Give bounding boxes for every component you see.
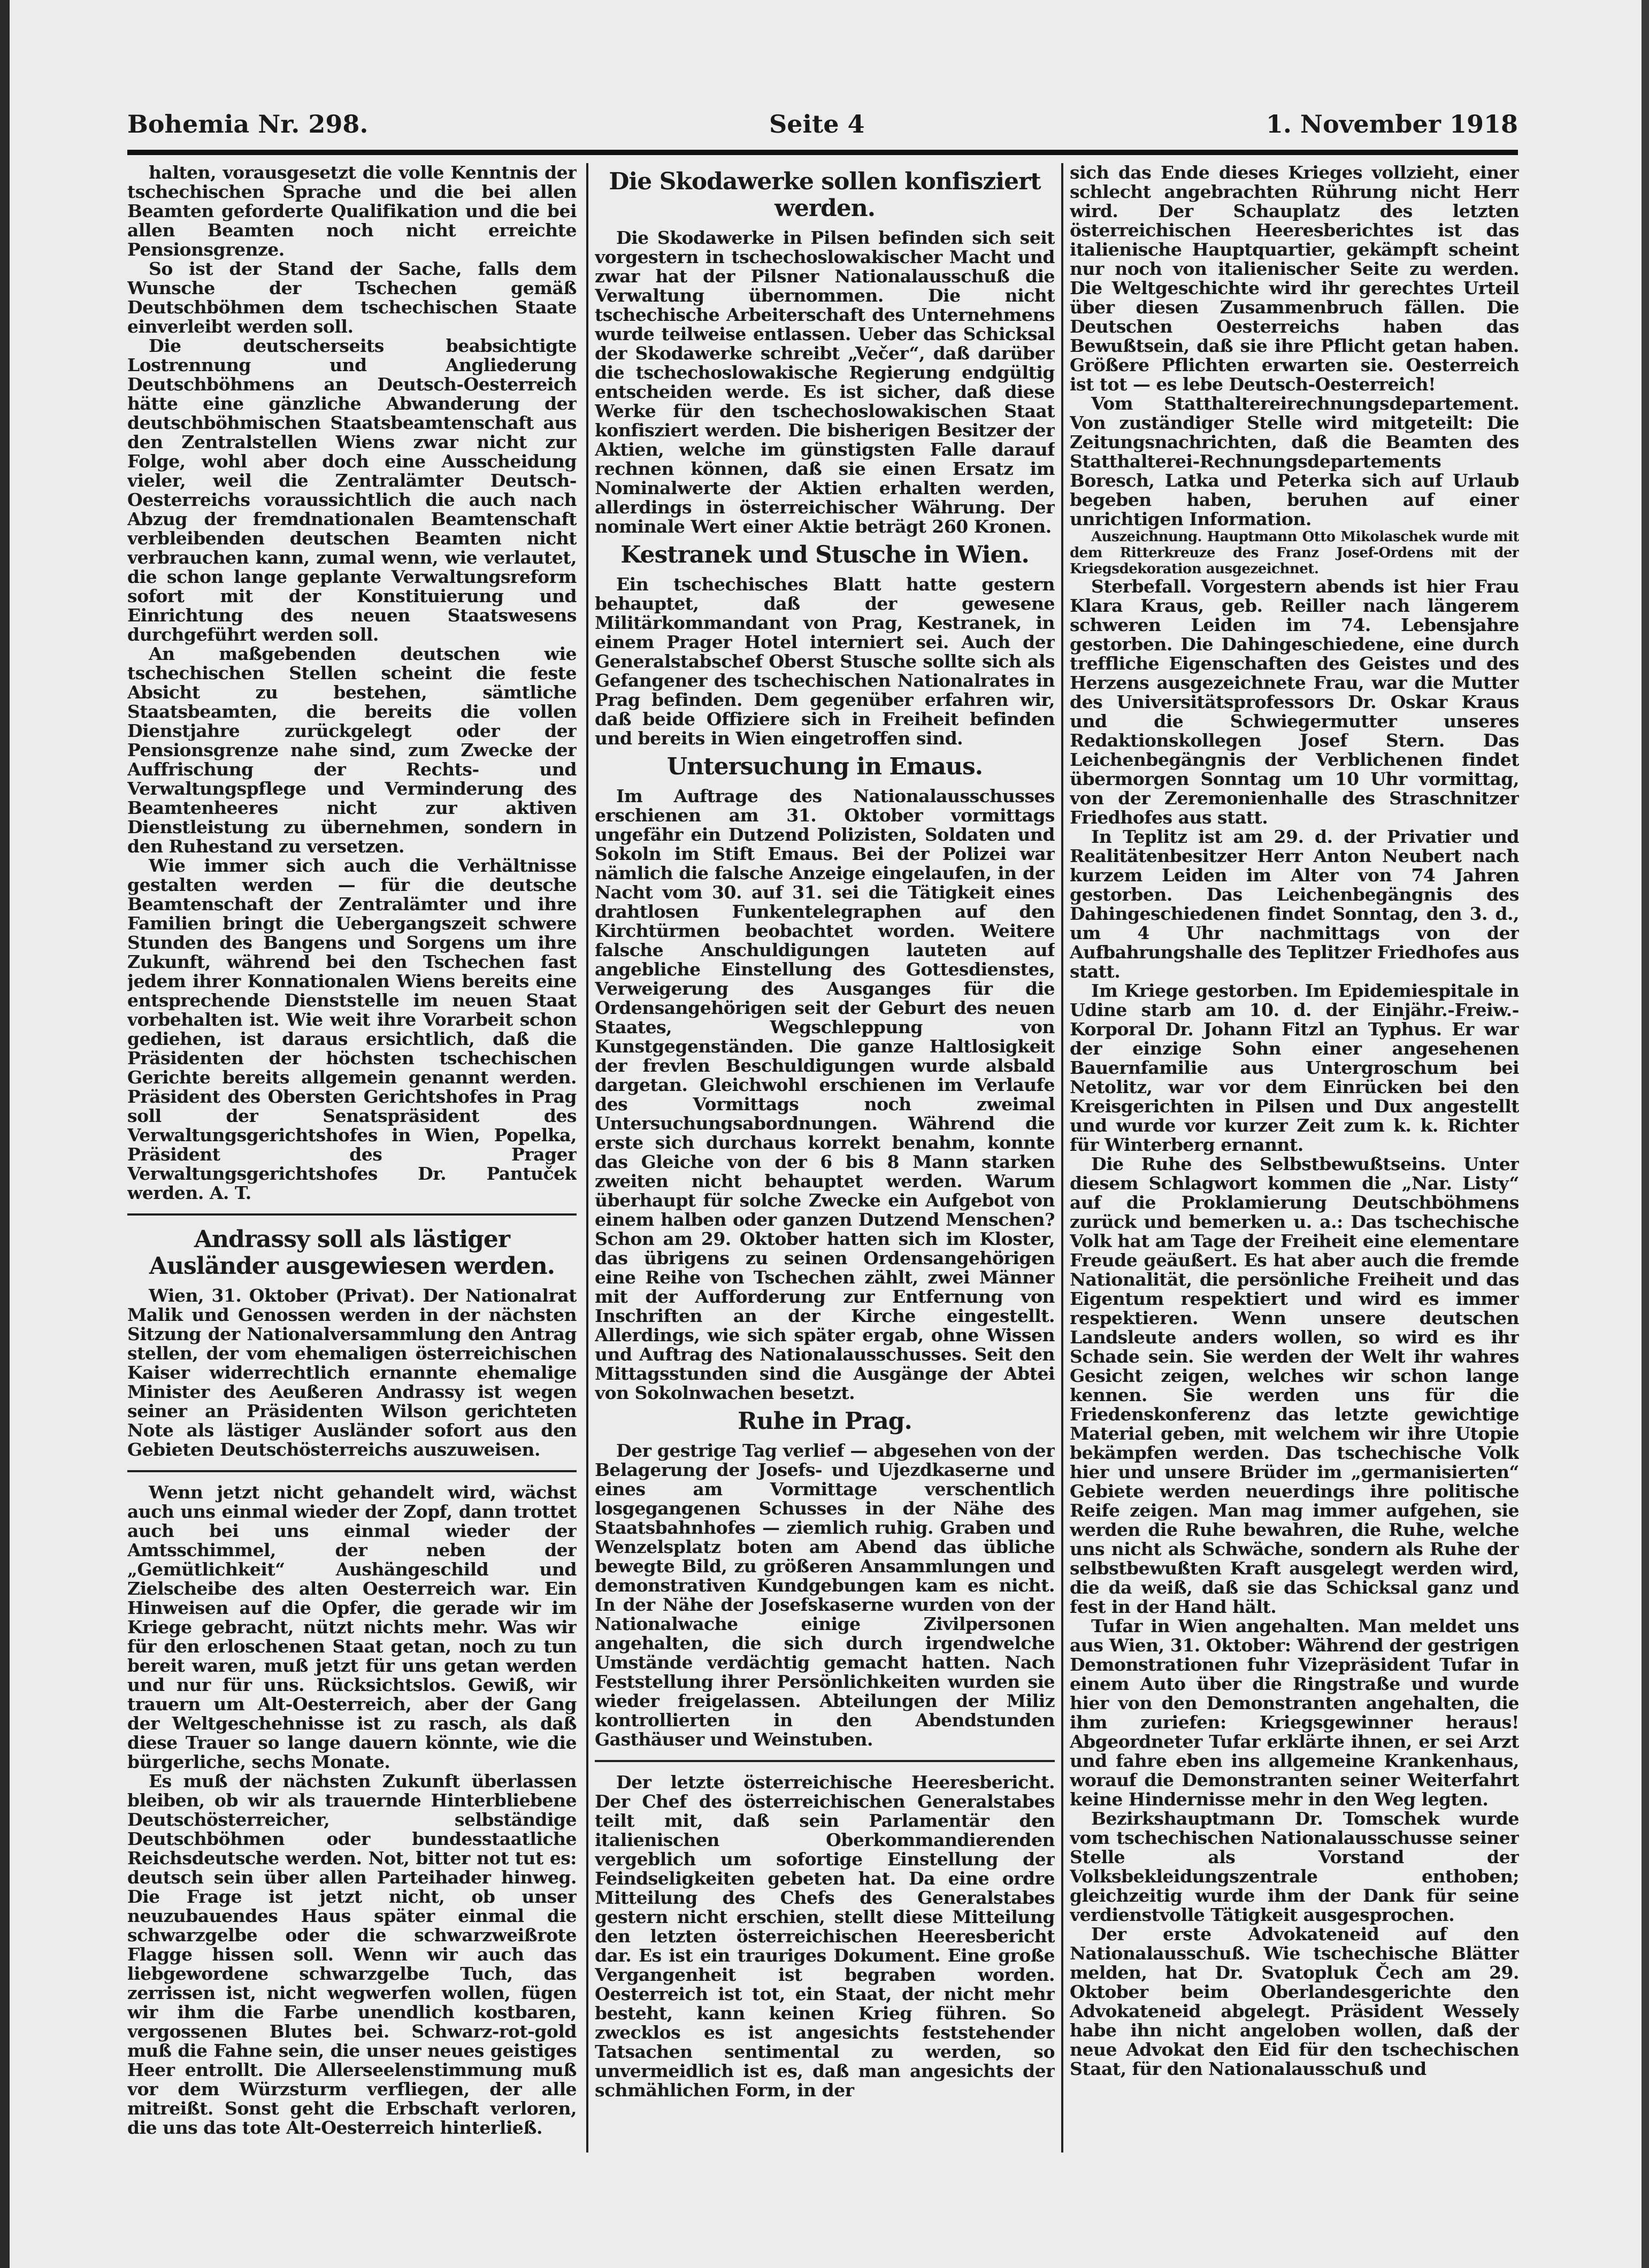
article-paragraph bbox=[127, 163, 577, 259]
paragraph-lead-in: Im Kriege gestorben. bbox=[1091, 980, 1299, 1001]
article-headline: Untersuchung in Emaus. bbox=[666, 753, 983, 780]
page-edge-right bbox=[1642, 0, 1649, 2268]
paragraph-lead-in: Der letzte österreichische Heeresbericht. bbox=[616, 1772, 1055, 1793]
paragraph-text: Vorgestern abends ist hier Frau Klara Kraus, geb. Reiller nach längerem schweren Leiden im 74. Lebensjahre gestorben. Die Dahingeschiedene, eine durch treffliche Eigenschaften des Geistes und des Herzens ausgezeichnete Frau, war die Mutter des Universitätsprofessors Dr. Oskar Kraus und die Schwiegermutter unseres Redaktionskollegen Josef Stern. Das Leichenbegängnis der Verblichenen findet übermorgen Sonntag um 10 Uhr vormittag, von der Zeremonienhalle des Straschnitzer Friedhofes aus statt. bbox=[1070, 576, 1519, 828]
article-paragraph bbox=[127, 336, 577, 644]
paragraph-text: Wie immer sich auch die Verhältnisse gestalten werden — für die deutsche Beamtenschaft der Zentralämter und ihre Familien bringt die Uebergangszeit schwere Stunden des Bangens und Sorgens um ihre Zukunft, während bei den Tschechen fast jedem ihrer Konnationalen Wiens bereits eine entsprechende Dienststelle im neuen Staat vorbehalten ist. Wie weit ihre Vorarbeit schon gediehen, ist daraus ersichtlich, daß die Präsidenten der höchsten tschechischen Gerichte bereits allgemein genannt werden. Präsident des Obersten Gerichtshofes in Prag soll der Senatspräsident des Verwaltungsgerichtshofes in Wien, Popelka, Präsident des Prager Verwaltungsgerichtshofes Dr. Pantuček werden. A. T. bbox=[127, 855, 577, 1203]
paragraph-lead-in: Vom Statthaltereirechnungsdepartement. bbox=[1091, 393, 1519, 414]
article-paragraph bbox=[1070, 163, 1519, 394]
article-paragraph bbox=[127, 1772, 577, 2138]
paragraph-lead-in: Der erste Advokateneid auf den Nationalausschuß. bbox=[1070, 1924, 1519, 1964]
article-paragraph bbox=[127, 259, 577, 336]
article-paragraph bbox=[127, 856, 577, 1203]
paragraph-lead-in: Die Ruhe des Selbstbewußtseins. bbox=[1091, 1154, 1446, 1174]
paragraph-lead-in: Wien, 31. Oktober (Privat). bbox=[149, 1285, 415, 1306]
column-3 bbox=[1070, 163, 1519, 2158]
article-paragraph bbox=[1070, 981, 1519, 1155]
paragraph-text: Hauptmann Otto Mikolaschek wurde mit dem Ritterkreuze des Franz Josef-Ordens mit der Kriegsdekoration ausgezeichnet. bbox=[1070, 529, 1519, 577]
newspaper-issue: Bohemia Nr. 298. bbox=[127, 110, 369, 139]
page-header bbox=[127, 110, 1518, 147]
article-paragraph bbox=[595, 1441, 1055, 1749]
paragraph-text: halten, vorausgesetzt die volle Kenntnis der tschechischen Sprache und die bei allen Beamten geforderte Qualifikation und die bei allen Beamten noch nicht erreichte Pensionsgrenze. bbox=[127, 163, 577, 260]
article-paragraph bbox=[127, 1286, 577, 1459]
paragraph-text: Wenn jetzt nicht gehandelt wird, wächst auch uns einmal wieder der Zopf, dann trottet auch bei uns einmal wieder der Amtsschimmel, der neben der „Gemütlichkeit“ Aushängeschild und Zielscheibe des alten Oesterreich war. Ein Hinweisen auf die Opfer, die gerade wir im Kriege gebracht, nützt nichts mehr. Was wir für den erloschenen Staat getan, noch zu tun bereit waren, muß jetzt für uns getan werden und nur für uns. Rücksichtslos. Gewiß, wir trauern um Alt-Oesterreich, aber der Gang der Weltgeschehnisse ist zu rasch, als daß diese Trauer so lange dauern könnte, wie die bürgerliche, sechs Monate. bbox=[127, 1482, 577, 1772]
article-paragraph bbox=[1070, 1809, 1519, 1925]
article-paragraph bbox=[127, 644, 577, 856]
article-paragraph bbox=[1070, 1925, 1519, 2079]
article-headline: Die Skodawerke sollen konfisziert werden. bbox=[609, 168, 1041, 222]
paragraph-text: So ist der Stand der Sache, falls dem Wunsche der Tschechen gemäß Deutschböhmen dem tschechischen Staate einverleibt werden soll. bbox=[127, 258, 577, 337]
paragraph-text: Der Chef des österreichischen Generalstabes teilt mit, daß sein Parlamentär den italienischen Oberkommandierenden vergeblich um sofortige Einstellung der Feindseligkeiten gebeten hat. Da eine ordre Mitteilung des Chefs des Generalstabes gestern nicht erschien, stellt diese Mitteilung den letzten österreichischen Heeresbericht dar. Es ist ein trauriges Dokument. Eine große Vergangenheit ist begraben worden. Oesterreich ist tot, ein Staat, der nicht mehr besteht, kann keinen Krieg führen. So zwecklos es ist angesichts feststehender Tatsachen sentimental zu werden, so unvermeidlich ist es, daß man angesichts der schmählichen Form, in der bbox=[595, 1791, 1055, 2101]
page-number: Seite 4 bbox=[769, 110, 865, 139]
article-headline: Andrassy soll als lästiger Ausländer ausgewiesen werden. bbox=[149, 1226, 555, 1280]
paragraph-text: In Teplitz ist am 29. d. der Privatier und Realitätenbesitzer Herr Anton Neubert nach kurzem Leiden im Alter von 74 Jahren gestorben. Das Leichenbegängnis des Dahingeschiedenen findet Sonntag, den 3. d., um 4 Uhr nachmittags von der Aufbahrungshalle des Teplitzer Friedhofes aus statt. bbox=[1070, 826, 1519, 982]
article-paragraph bbox=[1070, 394, 1519, 529]
article-paragraph bbox=[595, 787, 1055, 1403]
issue-date: 1. November 1918 bbox=[1265, 110, 1518, 139]
paragraph-text: Im Epidemiespitale in Udine starb am 10. d. der Einjähr.-Freiw.-Korporal Dr. Johann Fitzl an Typhus. Er war der einzige Sohn einer angesehenen Bauernfamilie aus Untergroschum bei Netolitz, war vor dem Einrücken bei den Kreisgerichten in Pilsen und Dux angestellt und wurde vor kurzer Zeit zum k. k. Richter für Winterberg ernannt. bbox=[1070, 980, 1519, 1155]
article-paragraph bbox=[595, 228, 1055, 536]
paragraph-text: sich das Ende dieses Krieges vollzieht, einer schlecht angebrachten Rührung nicht Herr wird. Der Schauplatz des letzten österreichischen Heeresberichtes ist das italienische Hauptquartier, gekämpft scheint nur noch von italienischer Seite zu werden. Die Weltgeschichte wird ihr gerechtes Urteil über diesen Zusammenbruch fällen. Die Deutschen Oesterreichs haben das Bewußtsein, daß sie ihre Pflicht getan haben. Größere Pflichten erwarten sie. Oesterreich ist tot — es lebe Deutsch-Oesterreich! bbox=[1070, 163, 1519, 395]
column-divider bbox=[1061, 163, 1063, 2152]
header-rule bbox=[127, 150, 1518, 155]
article-paragraph bbox=[595, 1773, 1055, 2100]
paragraph-lead-in: Sterbefall. bbox=[1091, 576, 1192, 597]
column-1 bbox=[127, 163, 577, 2158]
paragraph-text: Die Skodawerke in Pilsen befinden sich seit vorgestern in tschechoslowakischer Macht und zwar hat der Pilsner Nationalausschuß die Verwaltung übernommen. Die nicht tschechische Arbeiterschaft des Unternehmens wurde teilweise entlassen. Ueber das Schicksal der Skodawerke schreibt „Večer“, daß darüber die tschechoslowakische Regierung endgültig entscheiden werde. Es ist sicher, daß diese Werke für den tschechoslowakischen Staat konfisziert werden. Die bisherigen Besitzer der Aktien, welche im günstigsten Falle darauf rechnen können, daß sie einen Ersatz im Nominalwerte der Aktien erhalten werden, allerdings in österreichischer Währung. Der nominale Wert einer Aktie beträgt 260 Kronen. bbox=[595, 227, 1055, 537]
paragraph-text: Der Nationalrat Malik und Genossen werden in der nächsten Sitzung der Nationalversammlung den Antrag stellen, der vom ehemaligen österreichischen Kaiser widerrechtlich ernannte ehemalige Minister des Aeußeren Andrassy ist wegen seiner an Präsidenten Wilson gerichteten Note als lästiger Ausländer sofort aus den Gebieten Deutschösterreichs auszuweisen. bbox=[127, 1285, 577, 1460]
paragraph-text: Im Auftrage des Nationalausschusses erschienen am 31. Oktober vormittags ungefähr ein Dutzend Polizisten, Soldaten und Sokoln im Stift Emaus. Bei der Polizei war nämlich die falsche Anzeige eingelaufen, in der Nacht vom 30. auf 31. sei die Tätigkeit eines drahtlosen Funkentelegraphen auf den Kirchtürmen beobachtet worden. Weitere falsche Anschuldigungen lauteten auf angebliche Einstellung des Gottesdienstes, Verweigerung des Ausganges für die Ordensangehörigen seit der Geburt des neuen Staates, Wegschleppung von Kunstgegenständen. Die ganze Haltlosigkeit der frevlen Beschuldigungen wurde alsbald dargetan. Gleichwohl erschienen im Verlaufe des Vormittags noch zweimal Untersuchungsabordnungen. Während die erste sich durchaus korrekt benahm, konnte das Gleiche von der 6 bis 8 Mann starken zweiten nicht behauptet werden. Warum überhaupt für solche Zwecke ein Aufgebot von einem halben oder ganzen Dutzend Menschen? Schon am 29. Oktober hatten sich im Kloster, das übrigens zu seinen Ordensangehörigen eine Reihe von Tschechen zählt, zwei Männer mit der Aufforderung zur Entfernung von Inschriften an der Kirche eingestellt. Allerdings, wie sich später ergab, ohne Wissen und Auftrag des Nationalausschusses. Seit den Mittagsstunden sind die Ausgänge der Abtei von Sokolnwachen besetzt. bbox=[595, 786, 1055, 1403]
page-edge-left bbox=[0, 0, 10, 2268]
article-paragraph bbox=[1070, 1617, 1519, 1809]
column-2 bbox=[595, 163, 1055, 2158]
paragraph-text: Wie tschechische Blätter melden, hat Dr. Svatopluk Čech am 29. Oktober beim Oberlandesgerichte den Advokateneid abgelegt. Präsident Wessely habe ihn nicht angeloben wollen, daß der neue Advokat den Eid für den tschechischen Staat, für den Nationalausschuß und bbox=[1070, 1943, 1519, 2079]
paragraph-text: An maßgebenden deutschen wie tschechischen Stellen scheint die feste Absicht zu bestehen, sämtliche Staatsbeamten, die bereits die vollen Dienstjahre zurückgelegt oder der Pensionsgrenze nahe sind, zum Zwecke der Auffrischung der Rechts- und Verwaltungspflege und Verminderung des Beamtenheeres nicht zur aktiven Dienstleistung zu übernehmen, sondern in den Ruhestand zu versetzen. bbox=[127, 643, 577, 857]
paragraph-lead-in: Bezirkshauptmann Dr. Tomschek bbox=[1091, 1808, 1440, 1829]
article-paragraph bbox=[1070, 577, 1519, 827]
section-rule bbox=[127, 1213, 577, 1216]
article-paragraph bbox=[1070, 827, 1519, 981]
article-paragraph bbox=[127, 1483, 577, 1772]
paragraph-text: Der gestrige Tag verlief — abgesehen von der Belagerung der Josefs- und Ujezdkaserne und eines am Vormittage verschentlich losgegangenen Schusses in der Nähe des Staatsbahnhofes — ziemlich ruhig. Graben und Wenzelsplatz boten am Abend das übliche bewegte Bild, zu größeren Ansammlungen und demonstrativen Kundgebungen kam es nicht. In der Nähe der Josefskaserne wurden von der Nationalwache einige Zivilpersonen angehalten, die sich durch irgendwelche Umstände verdächtig gemacht hatten. Nach Feststellung ihrer Persönlichkeiten wurden sie wieder freigelassen. Abteilungen der Miliz kontrollierten in den Abendstunden Gasthäuser und Weinstuben. bbox=[595, 1440, 1055, 1750]
article-paragraph bbox=[1070, 1155, 1519, 1617]
section-rule bbox=[127, 1470, 577, 1472]
paragraph-text: Ein tschechisches Blatt hatte gestern behauptet, daß der gewesene Militärkommandant von Prag, Kestranek, in einem Prager Hotel interniert sei. Auch der Generalstabschef Oberst Stusche sollte sich als Gefangener des tschechischen Nationalrates in Prag befinden. Dem gegenüber erfahren wir, daß beide Offiziere sich in Freiheit befinden und bereits in Wien eingetroffen sind. bbox=[595, 574, 1055, 749]
article-headline: Ruhe in Prag. bbox=[738, 1408, 912, 1435]
paragraph-text: Es muß der nächsten Zukunft überlassen bleiben, ob wir als trauernde Hinterbliebene Deutschösterreicher, selbständige Deutschböhmen oder bundesstaatliche Reichsdeutsche werden. Not, bitter not tut es: deutsch sein über allen Parteihader hinweg. Die Frage ist jetzt nicht, ob unser neuzubauendes Haus später einmal die schwarzgelbe oder die schwarzweißrote Flagge hissen soll. Wenn wir auch das liebgewordene schwarzgelbe Tuch, das zerrissen ist, nicht wegwerfen wollen, fügen wir ihm die Farbe unendlich kostbaren, vergossenen Blutes bei. Schwarz-rot-gold muß die Fahne sein, die unser neues geistiges Heer entrollt. Die Allerseelenstimmung muß vor dem Würzsturm verfliegen, der alle mitreißt. Sonst geht die Erbschaft verloren, die uns das tote Alt-Oesterreich hinterließ. bbox=[127, 1771, 577, 2138]
article-paragraph bbox=[1070, 529, 1519, 577]
paragraph-text: Man meldet uns aus Wien, 31. Oktober: Während der gestrigen Demonstrationen fuhr Vizepräsident Tufar in einem Auto über die Ringstraße und wurde hier von den Demonstranten angehalten, die ihm zuriefen: Kriegsgewinner heraus! Abgeordneter Tufar erklärte ihnen, er sei Arzt und fahre eben ins allgemeine Krankenhaus, worauf die Demonstranten seiner Weiterfahrt keine Hindernisse mehr in den Weg legten. bbox=[1070, 1616, 1519, 1810]
article-headline: Kestranek und Stusche in Wien. bbox=[620, 541, 1029, 568]
paragraph-lead-in: Auszeichnung. bbox=[1091, 529, 1202, 545]
section-rule bbox=[595, 1760, 1055, 1762]
paragraph-text: Von zuständiger Stelle wird mitgeteilt: Die Zeitungsnachrichten, daß die Beamten des Statthalterei-Rechnungsdepartements Boresch, Latka und Peterka sich auf Urlaub begeben haben, beruhen auf einer unrichtigen Information. bbox=[1070, 412, 1519, 529]
paragraph-lead-in: Tufar in Wien angehalten. bbox=[1091, 1616, 1350, 1636]
paragraph-text: wurde vom tschechischen Nationalausschusse seiner Stelle als Vorstand der Volksbekleidungszentrale enthoben; gleichzeitig wurde ihm der Dank für seine verdienstvolle Tätigkeit ausgesprochen. bbox=[1070, 1808, 1519, 1925]
paragraph-text: Die deutscherseits beabsichtigte Lostrennung und Angliederung Deutschböhmens an Deutsch-Oesterreich hätte eine gänzliche Abwanderung der deutschböhmischen Staatsbeamtenschaft aus den Zentralstellen Wiens zwar nicht zur Folge, wohl aber doch eine Ausscheidung vieler, weil die Zentralämter Deutsch-Oesterreichs voraussichtlich die auch nach Abzug der fremdnationalen Beamtenschaft verbleibenden deutschen Beamten nicht verbrauchen kann, zumal wenn, wie verlautet, die schon lange geplante Verwaltungsreform sofort mit der Konstituierung und Einrichtung des neuen Staatswesens durchgeführt werden soll. bbox=[127, 335, 577, 645]
paragraph-text: Unter diesem Schlagwort kommen die „Nar. Listy“ auf die Proklamierung Deutschböhmens zurück und bemerken u. a.: Das tschechische Volk hat am Tage der Freiheit eine elementare Freude geäußert. Es hat aber auch die fremde Nationalität, die persönliche Freiheit und das Eigentum respektiert und wird es immer respektieren. Wenn unsere deutschen Landsleute anders wollen, so wird es ihr Schade sein. Sie werden der Welt ihr wahres Gesicht zeigen, welches wir schon lange kennen. Sie werden uns für die Friedenskonferenz das letzte gewichtige Material geben, mit welchem wir ihre Utopie bekämpfen werden. Das tschechische Volk hier und unsere Brüder im „germanisierten“ Gebiete werden neuerdings ihre politische Reife zeigen. Man mag immer aufgehen, sie werden die Ruhe bewahren, die Ruhe, welche uns nicht als Schwäche, sondern als Ruhe der selbstbewußten Kraft ausgelegt werden wird, die da weiß, daß sie das Schicksal ganz und fest in der Hand hält. bbox=[1070, 1154, 1519, 1617]
column-divider bbox=[586, 163, 588, 2152]
article-paragraph bbox=[595, 575, 1055, 748]
